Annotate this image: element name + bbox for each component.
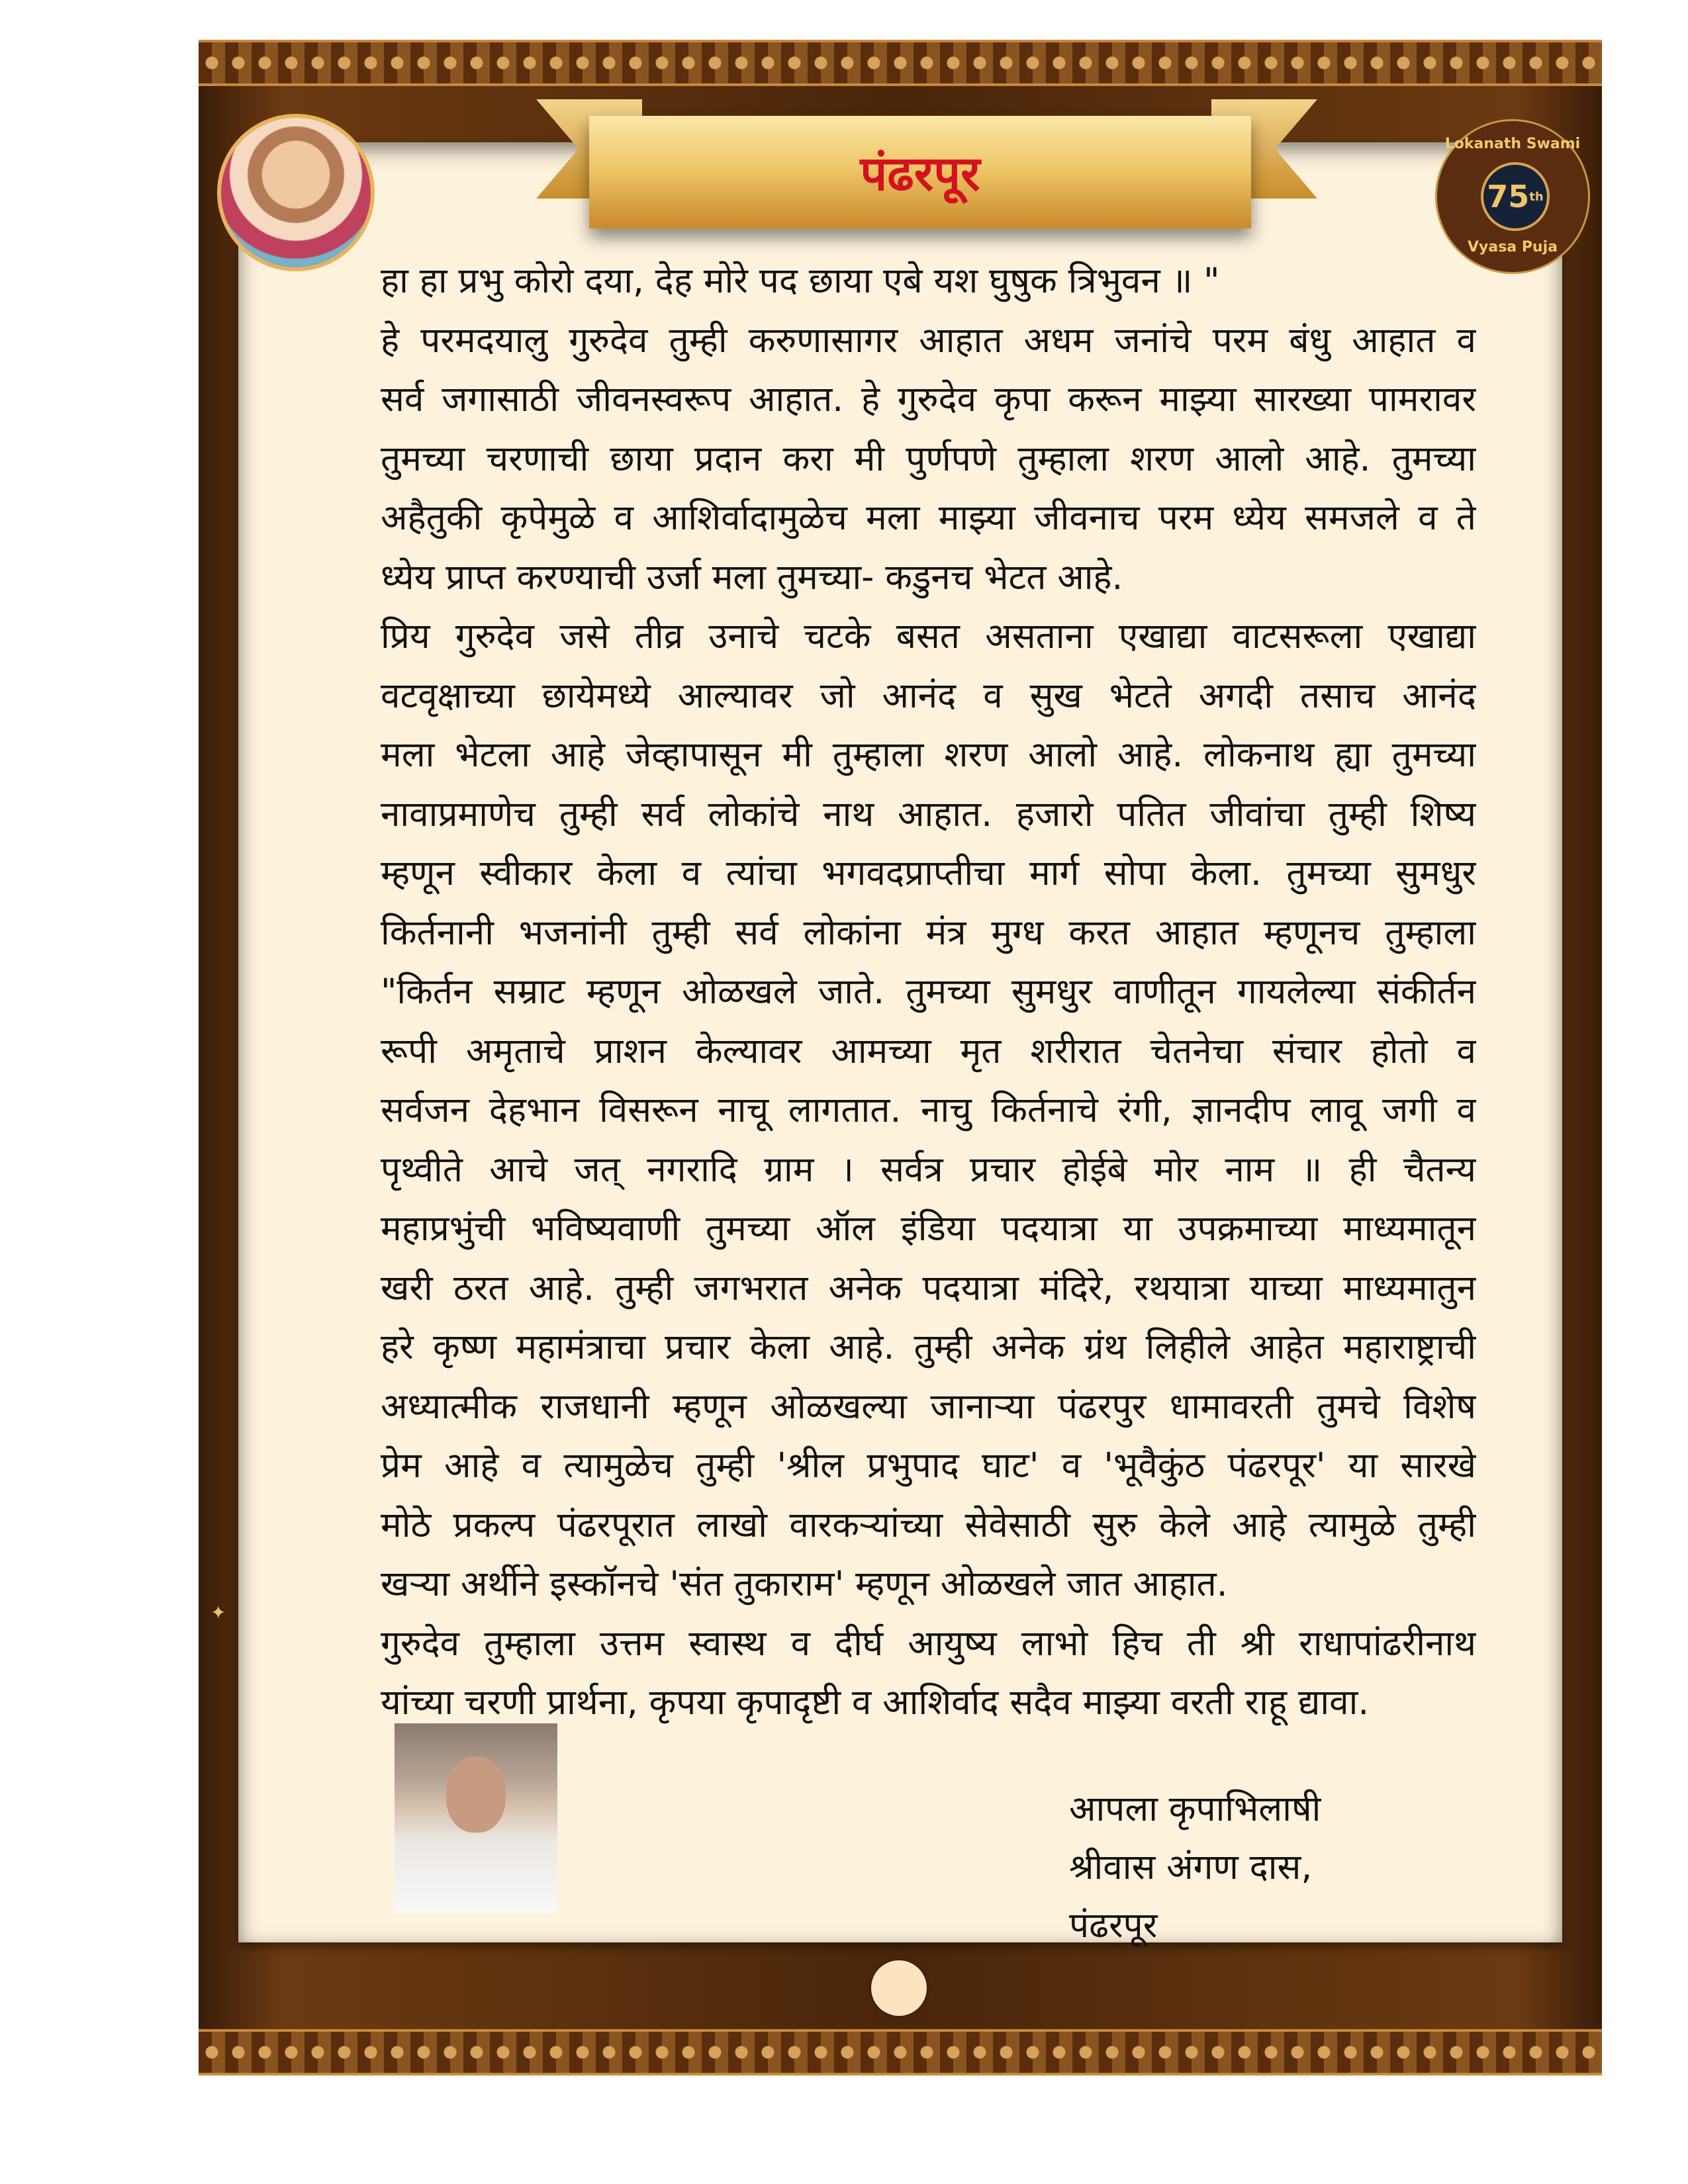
signature-closing: आपला कृपाभिलाषी <box>1069 1789 1321 1829</box>
signature-place: पंढरपूर <box>1069 1905 1158 1946</box>
sparkle-icon: ✦ <box>211 1602 226 1623</box>
text-line: हे परमदयालु गुरुदेव तुम्ही करुणासागर आहात अधम जनांचे परम बंधु आहात व <box>381 320 1476 361</box>
decorative-circle <box>871 1960 927 2016</box>
text-line: सर्वजन देहभान विसरून नाचू लागतात. नाचु किर्तनाचे रंगी, ज्ञानदीप लावू जगी व <box>381 1090 1476 1130</box>
logo-badge <box>1481 162 1550 231</box>
text-line: पृथ्वीते आचे जत् नगरादि ग्राम । सर्वत्र प्रचार होईबे मोर नाम ॥ ही चैतन्य <box>381 1149 1476 1190</box>
text-line: गुरुदेव तुम्हाला उत्तम स्वास्थ व दीर्घ आयुष्य लाभो हिच ती श्री राधापांढरीनाथ <box>381 1623 1476 1664</box>
text-line: प्रिय गुरुदेव जसे तीव्र उनाचे चटके बसत असताना एखाद्या वाटसरूला एखाद्या <box>381 616 1476 657</box>
text-line: मोठे प्रकल्प पंढरपूरात लाखो वारकऱ्यांच्या सेवेसाठी सुरु केले आहे त्यामुळे तुम्ही <box>381 1504 1476 1545</box>
text-line: महाप्रभुंची भविष्यवाणी तुमच्या ऑल इंडिया पदयात्रा या उपक्रमाच्या माध्यमातून <box>381 1208 1476 1249</box>
text-line: खरी ठरत आहे. तुम्ही जगभरात अनेक पदयात्रा मंदिरे, रथयात्रा याच्या माध्यमातुन <box>381 1267 1476 1308</box>
text-line: मला भेटला आहे जेव्हापासून मी तुम्हाला शरण आलो आहे. लोकनाथ ह्या तुमच्या <box>381 735 1476 775</box>
vyasa-puja-logo <box>1435 119 1590 274</box>
letter-body <box>381 251 1476 1733</box>
signature-block <box>1069 1780 1321 1955</box>
text-line: ध्येय प्राप्त करण्याची उर्जा मला तुमच्या- कडुनच भेटत आहे. <box>381 557 1123 598</box>
text-line: म्हणून स्वीकार केला व त्यांचा भगवदप्राप्तीचा मार्ग सोपा केला. तुमच्या सुमधुर <box>381 853 1476 893</box>
title-ribbon <box>589 116 1251 228</box>
logo-bottom-text: Vyasa Puja <box>1468 239 1558 255</box>
guru-photo <box>217 114 375 271</box>
author-photo <box>395 1723 557 1913</box>
logo-number: 75 <box>1487 179 1530 214</box>
text-line: हरे कृष्ण महामंत्राचा प्रचार केला आहे. तुम्ही अनेक ग्रंथ लिहीले आहेत महाराष्ट्राची <box>381 1327 1476 1367</box>
text-line: किर्तनानी भजनांनी तुम्ही सर्व लोकांना मंत्र मुग्ध करत आहात म्हणूनच तुम्हाला <box>381 912 1476 953</box>
text-line: तुमच्या चरणाची छाया प्रदान करा मी पुर्णपणे तुम्हाला शरण आलो आहे. तुमच्या <box>381 438 1476 479</box>
page-title: पंढरपूर <box>860 146 980 201</box>
text-line: खऱ्या अर्थीने इस्कॉनचे 'संत तुकाराम' म्हणून ओळखले जात आहात. <box>381 1564 1228 1604</box>
text-line: वटवृक्षाच्या छायेमध्ये आल्यावर जो आनंद व सुख भेटते अगदी तसाच आनंद <box>381 675 1476 716</box>
logo-top-text: Lokanath Swami <box>1444 136 1581 152</box>
text-line: हा हा प्रभु कोरो दया, देह मोरे पद छाया एबे यश घुषुक त्रिभुवन ॥ " <box>381 261 1220 301</box>
text-line: सर्व जगासाठी जीवनस्वरूप आहात. हे गुरुदेव कृपा करून माझ्या सारख्या पामरावर <box>381 379 1476 420</box>
text-line: रूपी अमृताचे प्राशन केल्यावर आमच्या मृत शरीरात चेतनेचा संचार होतो व <box>381 1030 1476 1071</box>
text-line: प्रेम आहे व त्यामुळेच तुम्ही 'श्रील प्रभुपाद घाट' व 'भूवैकुंठ पंढरपूर' या सारखे <box>381 1445 1476 1486</box>
text-line: नावाप्रमाणेच तुम्ही सर्व लोकांचे नाथ आहात. हजारो पतित जीवांचा तुम्ही शिष्य <box>381 794 1476 835</box>
decorative-border-top <box>199 40 1602 86</box>
text-line: यांच्या चरणी प्रार्थना, कृपया कृपादृष्टी व आशिर्वाद सदैव माझ्या वरती राहू द्यावा. <box>381 1682 1370 1723</box>
text-line: "किर्तन सम्राट म्हणून ओळखले जाते. तुमच्या सुमधुर वाणीतून गायलेल्या संकीर्तन <box>381 972 1476 1012</box>
text-line: अध्यात्मीक राजधानी म्हणून ओळखल्या जानाऱ्या पंढरपुर धामावरती तुमचे विशेष <box>381 1386 1476 1427</box>
decorative-border-bottom <box>199 2029 1602 2075</box>
signature-name: श्रीवास अंगण दास, <box>1069 1847 1313 1888</box>
text-line: अहैतुकी कृपेमुळे व आशिर्वादामुळेच मला माझ्या जीवनाच परम ध्येय समजले व ते <box>381 498 1476 538</box>
logo-suffix: th <box>1529 189 1544 204</box>
